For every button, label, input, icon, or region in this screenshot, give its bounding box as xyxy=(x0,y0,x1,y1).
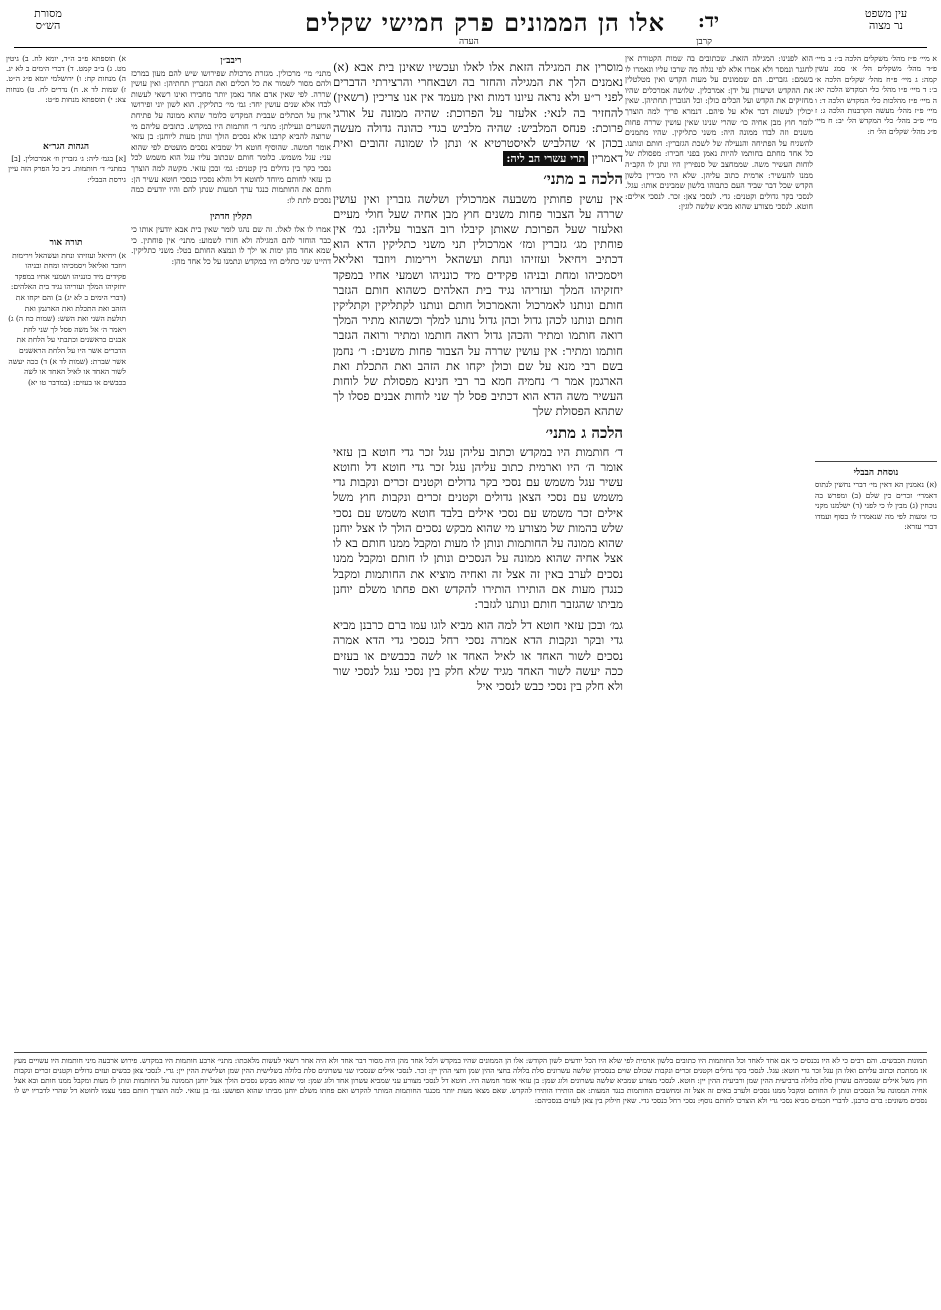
nusach-habavli-box xyxy=(815,455,937,665)
hagahot-text: [א] בגמ׳ ליה: ג׳ גזברין וז׳ אמרכולין. [ב] במתני׳ ד׳ חותמות. נ״ב כל הפרק הזה עיין גירסת הבבלי: xyxy=(8,154,126,184)
ein-mishpat-header: עין משפט נר מצוה xyxy=(864,7,908,32)
nusach-habavli-label: נוסחת הבבלי xyxy=(853,468,899,478)
halacha-3-text: ד׳ חותמות היו במקדש וכתוב עליהן עגל זכר גדי חוטא בן עזאי אומר ה׳ היו וארמית כתוב עליהן עגל זכר גדי חוטא דל וחוטא עשיר עגל משמש עם נסכי בקר גדולים וקטנים זכרים ונקבות גדי משמש עם נסכי הצאן גדולים וקטנים זכרים ונקבות חוץ משל אילים זכר משמש עם נסכי אילים בלבד חוטא משמש עם נסכי שלש בהמות של מצורע מי שהוא מבקש נסכים הולך לו אצל יוחנן שהוא ממונה על החותמות ונותן לו מעות ומקבל ממנו חותם בא לו אצל אחיה שהוא ממונה על הנסכים ונותן לו חותם ומקבל ממנו נסכים לערב באין זה אצל זה ואחיה מוציא את החותמות ומקבל כנגדן מעות אם הותירו הותירו להקדש ואם פחתו משלם יוחנן מביתו שהגזבר חותם ונותנו לגזבר: xyxy=(333,444,623,611)
commentary-left-text: מתני׳ מי׳ מרכולין. מגזרת מרכולת שפירושו שיש להם מעון במרכז ולהם מסור לשמור את כל הכלים ואת הגזברין תחתיהן: ואין עושין שררה. לפי שאין אדם אחד נאמן יותר מחבירו ואינו רשאי לעשות לבדו אלא שנים עושין יחד: גמ׳ מי׳ כתליקין. הוא לשון יוני ופירושו אדון על הכתלים שבבית המקדש כלומר שהוא ממונה על פתיחת השערים ונעילתן: מתני׳ ד׳ חותמות היו במקדש. כתובים עליהם מי שרוצה להביא קרבנו אלא נסכים הולך ונותן מעות ליוחנן: בן עזאי אומר חמשה. שהוסיף חוטא דל שמביא נסכים מועטים לפי שהוא עני: עגל משמש. כלומר חותם שכתוב עליו עגל הוא משמש לכל נסכי בקר בין גדולים בין קטנים: גמ׳ ובכן עזאי. מקשה למה הוצרך בן עזאי לחותם מיוחד לחוטא דל והלא נסכיו כנסכי חוטא עשיר הן: וחתם את החותמות כנגד ערך המעות שנתן להם והיו יודעים כמה נסכים לתת לו: xyxy=(131,68,331,205)
tikunim-text: אמרו לו אלו לאלו. זה שם נהגו לומר שאין בית אבא יודעין אותו כי כבר הוחזר להם המגילה ולא חזרו לשמוע: מתני׳ אין פוחתין. כי שמא אחד מהן ימות או ילך לו ונמצא החותם בטל: משני כתליקין. דהיינו שני כתלים היו במקדש ונתמנו על כל אחד מהן: xyxy=(131,224,331,266)
folio-number: יד: xyxy=(697,10,719,32)
highlighted-phrase: תרי עשרי הב ליה: xyxy=(503,151,588,166)
divider xyxy=(815,461,937,462)
page-header xyxy=(14,6,927,48)
ein-mishpat-text: א מיי׳ פ״ז מהל׳ משקלים הלכה ב׳: ב מיי׳ פ״ד מהל׳ משקלים הל׳ א׳ סמג עשין קמה: ג מיי׳ פ״ח מהל׳ שקלים הלכה א׳ ב׳: ד מיי׳ פ״ו מהל׳ כלי המקדש הלכה יא: ה מיי׳ פ״ז מהלכות כלי המקדש הלכה ד: ו מיי׳ פ״ז מהל׳ מעשה הקרבנות הלכה ג: ז מיי׳ פ״ב מהל׳ כלי המקדש הל׳ יב: ח מיי׳ פ״ג מהל׳ שקלים הל׳ ח: xyxy=(815,54,937,136)
commentary-left-column xyxy=(131,54,331,1054)
main-intro-text: מוסרין את המגילה הזאת אלו לאלו ועכשיו שאינן בית אבא (א) נאמנים הלך את המגילה והחזר בה ושבאחרי והרצירתי הדברים לפני ר״ע ולא נראה עיונו דמות ואין מעמד אין אנו צריכין (רשאין) להחזיר בה לנאי: אלעזר על הפרוכת: שהיה ממונה על אורגי פרוכת: פנחס המלביש: שהיה מלביש בגדי כהונה גדולה מעשה בכהן א׳ שהלביש לאיסטרטיא א׳ ונתן לו שמונה זהובים ואית דאמרין xyxy=(333,60,623,166)
torah-or-label: תורה אור xyxy=(49,238,83,248)
tikunim-label: תקלין חדתין xyxy=(209,212,253,223)
rivevan-label: ריבב״ן xyxy=(220,56,242,66)
torah-or-text: א) ויחיאל ועזזיהו ונחת ועשהאל וירימות ויוזבד ואליאל ויסמכיהו ומחת ובניהו פקידים מיד כונניהו ושמעי אחיו במפקד יחזקיהו המלך ועזריהו נגיד בית האלהים: (דברי הימים ב לא יג) ב) והם יקחו את הזהב ואת התכלת ואת הארגמן ואת תולעת השני ואת השש: (שמות כח ה) ג) ויאמר ה׳ אל משה פסל לך שני לחת אבנים כראשנים וכתבתי על הלחת את הדברים אשר היו על הלחת הראשנים אשר שברת: (שמות לד א) ד) ככה יעשה לשור האחד או לאיל האחד או לשה בכבשים או בעזים: (במדבר טו יא) xyxy=(8,250,126,387)
main-text-column xyxy=(333,60,623,1100)
torah-or-box xyxy=(6,236,126,656)
page-title: אלו הן הממונים פרק חמישי שקלים xyxy=(305,8,665,37)
nusach-habavli-text: (א) נאמנין הא דאין מי׳ דברי נחשין לנתוס דאמרי׳ זכרים כין שלם (ב) ומפרש בה נוכחין (ג) מבין לו כי לפני (ד) ישלמנו מקני כו׳ ומעות לפי מה שנאמרו לו בסוף ועמדו דברי עזרא: xyxy=(815,480,937,532)
bottom-commentary xyxy=(14,1052,927,1304)
hagahot-label: הגהות הגר״א xyxy=(42,142,89,152)
halacha-2-text: אין עושין פחותין משבעה אמרכולין ושלשה גזברין ואין עושין שררה על הצבור פחות משנים חוץ מבן אחיה שעל חולי מעיים ואלעזר שעל הפרוכת שאותן קיבלו רוב הצבור עליהן: גמ׳ אין פוחתין מג׳ גזברין ומז׳ אמרכולין תני משני כתליקין הדא הוא דכתיב ויחיאל ועזזיהו ונחת ועשהאל וירימות ויוזבד ואליאל ויסמכיהו ומחת ובניהו פקידים מיד כונניהו ושמעי אחיו במפקד יחזקיהו המלך ועזריהו נגיד בית האלהים כשהוא חותם הגזבר חותם ונותנו לאמרכול והאמרכול חותם ונותנו לקתליקין וקתליקין חותם ונותנו לכהן גדול וכהן גדול נותנו למלך וכשהוא מתיר המלך רואה חותמו ומתיר והכהן גדול רואה חותמו ומתיר ורואה הגזבר חותמו ומתיר: אין עושין שררה על הצבור פחות משנים: ר׳ נחמן בשם רבי מנא על שם וכולן יקחו את הזהב ואת התכלת ואת הארגמן אמר ר׳ נחמיה חמא בר רבי חנינא מפסולת של לוחות העשיר משה הדא הוא דכתיב פסל לך שני לוחות אבנים פסלו לך שתהא הפסולת שלך xyxy=(333,191,623,419)
commentary-right-column xyxy=(625,54,813,1054)
masoret-hashas-column xyxy=(6,54,126,138)
commentary-right-text: הוא לפנינו: המגילה הזאת. שכתובים בה שמות הקטורת אין לחגנר ונמסר ולא אמרו אלא לפי נגלה מה שרבו עליו ונאמרו לו בשמם: גזברים. הם שממונים על מעות הקדש ואין מטלטלין את ההקדש ושיעורן על ידן: אמרכלין. שלושה אמרכלים שהיו מחזיקים את הקדש ועל הכלים כולן: וכל הגזברין תחתיהן. שאין יכולין לעשות דבר אלא על פיהם. דנמרא פריך למה הוצרך לומר חוץ מבן אחיה כו׳ שהרי שנינו שאין עושין שררה פחות משנים וזה לבדו ממונה היה: משני כתליקין. שהיו מתמנים להשגיח על הפתיחה והנעילה של לשכת הגזברין: חותם ונותנו. כל אחד מחתם בחותמו להיות נאמן בפני חבירו: מפסולת של לוחות העשיר משה. שממחצב של סנפירין היו ונתן לו הקב״ה ממנו להעשיר: ארמית כתוב עליהן. שלא היו מכירין בלשון הקדש שכל דבר שביד העם כתבוהו בלשון שמבינים אותו: עגל. לנסכי בקר גדולים וקטנים: גדי. לנסכי צאן: זכר. לנסכי אילים: חוטא. לנסכי מצורע שהוא מביא שלשה לוגין: xyxy=(625,54,813,212)
haeda-label: העדה xyxy=(459,37,479,47)
hagahot-hagra-box xyxy=(6,140,126,230)
masoret-header: מסורת הש״ס xyxy=(34,7,62,32)
bottom-commentary-text: תמונות הכבשים. והם רבים כי לא היו נכנסים כי אם אחד לאחד וכל החותמות היו כתובים בלשון ארמית לפי שלא היו הכל יודעים לשון הקודש: אלו הן הממונים שהיו במקדש ולכל אחד מהן היה מסור דבר אחד ולא היה אחר רשאי לעשות מלאכתו: מתני׳ ארבע חותמות היו במקדש. פירוש ארבעה מיני חותמות היו עשויים מעץ או ממתכת וכתוב עליהם ואלו הן עגל זכר גדי חוטא: עגל. לנסכי בקר גדולים וקטנים זכרים ונקבות שכולם שוים בנסכיהן שלשה עשרונים סלת בלולה בחצי ההין שמן וחצי ההין יין: זכר. לנסכי אילים שנסכיו שני עשרונים סלת בלולה בשלישית ההין שמן ושלישית ההין יין: גדי. לנסכי צאן כבשים ועזים גדולים וקטנים זכרים ונקבות חוץ משל אילים שנסכיהם עשרון סלת בלולה ברביעית ההין שמן ורביעית ההין יין: חוטא. לנסכי מצורע שמביא שלשה עשרונים ולוג שמן: בן עזאי אומר חמשה היו. חוטא דל לנסכי מצורע עני שמביא עשרון אחד ולוג שמן: ומי שהוא מבקש נסכים הולך אצל יוחנן הממונה על החותמות ונותן לו מעות ומקבל ממנו חותם ובא אצל אחיה הממונה על הנסכים ונותן לו החותם ומקבל ממנו נסכים ולערב באים זה אצל זה ומחשבים החותמות כנגד המעות: אם הותירו הותירו להקדש. שאם מצאו מעות יותר מכנגד החותמות המותר להקדש ואם פחתו משלם יוחנן מביתו שהוא הפושע: גמ׳ בן עזאי. למה הוצרך חותם בפני עצמו לחוטא דל שהרי לדבריו יש לו נסכים משונים: ברם כרבנן. לדברי חכמים מביא נסכי גדי ולא הוצרכו לחותם נוסף: נסכי רחל כנסכי גדי. שאין חילוק בין צאן לעזים בנסכיהם: xyxy=(14,1056,927,1105)
masoret-text: א) תוספתא פ״ב ה״ד, יומא לח. ב) גיטין מט. ג) ב״ב קמט. ד) דברי הימים ב לא יג. ה) מנחות קח: ו) ירושלמי יומא פ״ג ה״ט. ז) שמות לד א. ח) נדרים לח. ט) מנחות צא: י) תוספתא מנחות פ״ט: xyxy=(6,54,126,104)
korban-label: קרבן xyxy=(696,37,712,47)
halacha-3-heading: הלכה ג מתני׳ xyxy=(545,423,623,442)
ein-mishpat-column xyxy=(815,54,937,449)
halacha-2-heading: הלכה ב מתני׳ xyxy=(543,170,623,189)
gemara-end-text: גמ׳ ובכן עזאי חוטא דל למה הוא מביא לוגו עמו ברם כרבנן מביא גדי ובקר ונקבות הדא אמרה נסכי רחל כנסכי גדי הדא אמרה נסכים לשור האחד או לאיל האחד או לשה בכבשים או בעזים ככה יעשה לשור האחד מגיד שלא חלק בין נסכי עגל לנסכי שור ולא חלק בין נסכי כבש לנסכי איל xyxy=(333,618,623,693)
